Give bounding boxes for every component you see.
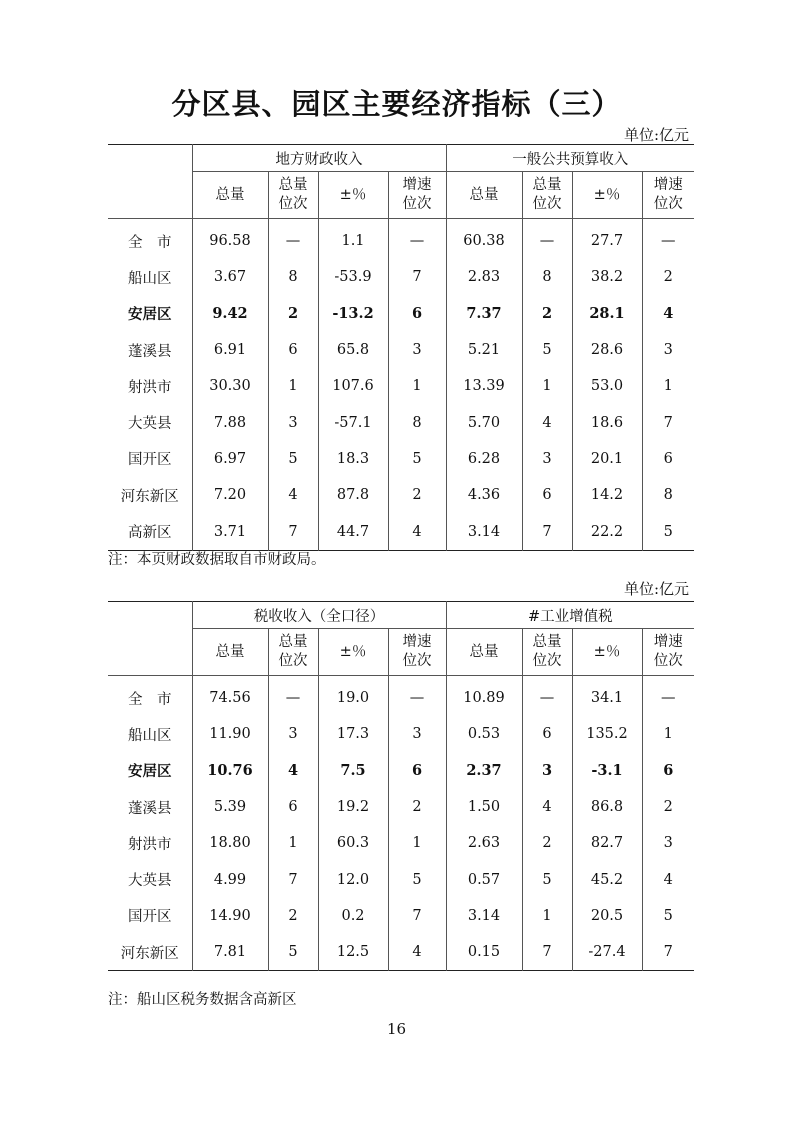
- cell: 2: [268, 296, 318, 332]
- cell: 45.2: [572, 861, 642, 897]
- group-header-general-budget-revenue: 一般公共预算收入: [446, 145, 694, 172]
- cell: 6: [388, 753, 446, 789]
- cell: -3.1: [572, 753, 642, 789]
- cell: 5.21: [446, 332, 522, 368]
- cell: 6.97: [192, 441, 268, 477]
- table-row-highlighted: [108, 753, 694, 789]
- cell: 3: [642, 332, 694, 368]
- cell: 4: [522, 404, 572, 440]
- cell: 14.90: [192, 898, 268, 934]
- cell: 0.53: [446, 716, 522, 752]
- col-header-total-rank: 总量 位次: [522, 629, 572, 676]
- cell: 3: [268, 404, 318, 440]
- cell: 7: [388, 898, 446, 934]
- table-row: [108, 825, 694, 861]
- cell: 4: [642, 296, 694, 332]
- cell: 5: [642, 898, 694, 934]
- cell: 4: [388, 513, 446, 550]
- cell: 14.2: [572, 477, 642, 513]
- cell: 8: [268, 259, 318, 295]
- col-header-pct: ±％: [318, 629, 388, 676]
- row-label: 国开区: [128, 452, 172, 469]
- cell: 5.70: [446, 404, 522, 440]
- table-row: [108, 513, 694, 550]
- col-header-growth-rank: 增速 位次: [642, 172, 694, 219]
- row-label: 国开区: [128, 909, 172, 926]
- row-label: 安居区: [128, 763, 172, 781]
- cell: 3: [522, 441, 572, 477]
- cell: 3: [388, 332, 446, 368]
- cell: 2: [642, 789, 694, 825]
- col-header-growth-rank: 增速 位次: [642, 629, 694, 676]
- row-label: 安居区: [128, 306, 172, 324]
- group-header-industrial-vat: #工业增值税: [446, 602, 694, 629]
- table-row: [108, 332, 694, 368]
- cell: -57.1: [318, 404, 388, 440]
- cell: 6: [522, 477, 572, 513]
- cell: —: [522, 676, 572, 717]
- cell: 5: [522, 861, 572, 897]
- cell: 53.0: [572, 368, 642, 404]
- table-row: [108, 716, 694, 752]
- cell: 1: [388, 368, 446, 404]
- row-label: 河东新区: [120, 945, 179, 962]
- row-label: 全 市: [128, 234, 172, 251]
- cell: 4: [388, 934, 446, 971]
- cell: 1: [642, 368, 694, 404]
- cell: 28.1: [572, 296, 642, 332]
- cell: 3.14: [446, 513, 522, 550]
- cell: 3: [522, 753, 572, 789]
- table-row-highlighted: [108, 296, 694, 332]
- cell: 6: [642, 441, 694, 477]
- cell: 60.38: [446, 219, 522, 260]
- cell: 65.8: [318, 332, 388, 368]
- row-label: 船山区: [128, 727, 172, 744]
- col-header-growth-rank: 增速 位次: [388, 629, 446, 676]
- cell: 44.7: [318, 513, 388, 550]
- cell: 30.30: [192, 368, 268, 404]
- cell: —: [268, 676, 318, 717]
- row-label: 蓬溪县: [128, 800, 172, 817]
- cell: 7.37: [446, 296, 522, 332]
- cell: 2.63: [446, 825, 522, 861]
- col-header-total: 总量: [446, 629, 522, 676]
- cell: 7: [268, 861, 318, 897]
- cell: 4: [642, 861, 694, 897]
- cell: 1: [268, 368, 318, 404]
- cell: 1.1: [318, 219, 388, 260]
- cell: 1: [268, 825, 318, 861]
- table-row: [108, 676, 694, 717]
- stub-header: [108, 145, 192, 172]
- cell: 3.67: [192, 259, 268, 295]
- cell: 107.6: [318, 368, 388, 404]
- cell: 6.91: [192, 332, 268, 368]
- cell: 7: [642, 404, 694, 440]
- cell: 38.2: [572, 259, 642, 295]
- cell: —: [388, 219, 446, 260]
- cell: 6.28: [446, 441, 522, 477]
- stub-subheader: [108, 172, 192, 219]
- cell: 2: [388, 477, 446, 513]
- cell: 11.90: [192, 716, 268, 752]
- cell: 3: [388, 716, 446, 752]
- cell: 8: [388, 404, 446, 440]
- cell: 5: [388, 441, 446, 477]
- cell: 18.80: [192, 825, 268, 861]
- cell: 1: [642, 716, 694, 752]
- cell: 74.56: [192, 676, 268, 717]
- cell: 18.3: [318, 441, 388, 477]
- stub-header: [108, 602, 192, 629]
- cell: 5: [388, 861, 446, 897]
- col-header-growth-rank: 增速 位次: [388, 172, 446, 219]
- cell: 1: [388, 825, 446, 861]
- row-label: 蓬溪县: [128, 343, 172, 360]
- cell: 135.2: [572, 716, 642, 752]
- cell: 1: [522, 368, 572, 404]
- stub-subheader: [108, 629, 192, 676]
- col-header-total-rank: 总量 位次: [268, 629, 318, 676]
- cell: 7: [642, 934, 694, 971]
- table-row: [108, 404, 694, 440]
- cell: 19.2: [318, 789, 388, 825]
- cell: 2: [388, 789, 446, 825]
- col-header-pct: ±％: [572, 172, 642, 219]
- row-label: 大英县: [128, 416, 172, 433]
- table-row: [108, 441, 694, 477]
- cell: 6: [522, 716, 572, 752]
- col-header-pct: ±％: [572, 629, 642, 676]
- cell: 2: [642, 259, 694, 295]
- cell: 4: [268, 477, 318, 513]
- row-label: 船山区: [128, 270, 172, 287]
- cell: 12.0: [318, 861, 388, 897]
- cell: 0.57: [446, 861, 522, 897]
- table-row: [108, 259, 694, 295]
- cell: 5: [268, 441, 318, 477]
- cell: 4: [268, 753, 318, 789]
- cell: -13.2: [318, 296, 388, 332]
- cell: 20.5: [572, 898, 642, 934]
- table2-note: 注：船山区税务数据含高新区: [108, 992, 297, 1008]
- cell: -27.4: [572, 934, 642, 971]
- row-label: 高新区: [128, 525, 172, 542]
- cell: 2: [522, 825, 572, 861]
- table-row: [108, 477, 694, 513]
- page-number: 16: [386, 1020, 407, 1038]
- tax-revenue-table: [108, 601, 694, 971]
- unit-label-table1: 单位:亿元: [623, 126, 689, 144]
- col-header-total: 总量: [192, 172, 268, 219]
- cell: 7.81: [192, 934, 268, 971]
- group-header-tax-revenue: 税收收入（全口径）: [192, 602, 446, 629]
- cell: 7.5: [318, 753, 388, 789]
- cell: 0.15: [446, 934, 522, 971]
- fiscal-revenue-table: [108, 144, 694, 551]
- cell: —: [522, 219, 572, 260]
- cell: 6: [268, 332, 318, 368]
- cell: 7: [522, 513, 572, 550]
- cell: 6: [268, 789, 318, 825]
- col-header-total-rank: 总量 位次: [268, 172, 318, 219]
- row-label: 全 市: [128, 691, 172, 708]
- cell: 5: [642, 513, 694, 550]
- table-row: [108, 861, 694, 897]
- cell: 1: [522, 898, 572, 934]
- cell: 86.8: [572, 789, 642, 825]
- cell: 17.3: [318, 716, 388, 752]
- table-row: [108, 898, 694, 934]
- row-label: 射洪市: [128, 836, 172, 853]
- table-row: [108, 368, 694, 404]
- cell: 2.83: [446, 259, 522, 295]
- cell: 9.42: [192, 296, 268, 332]
- group-header-local-fiscal-revenue: 地方财政收入: [192, 145, 446, 172]
- table-row: [108, 934, 694, 971]
- row-label: 射洪市: [128, 379, 172, 396]
- cell: 4: [522, 789, 572, 825]
- cell: 7: [522, 934, 572, 971]
- cell: 8: [522, 259, 572, 295]
- cell: 82.7: [572, 825, 642, 861]
- cell: —: [642, 676, 694, 717]
- row-label: 河东新区: [120, 488, 179, 505]
- cell: 2: [522, 296, 572, 332]
- cell: 13.39: [446, 368, 522, 404]
- cell: 8: [642, 477, 694, 513]
- page-title: 分区县、园区主要经济指标（三）: [171, 87, 622, 121]
- table-row: [108, 789, 694, 825]
- cell: 2: [268, 898, 318, 934]
- cell: 12.5: [318, 934, 388, 971]
- cell: 2.37: [446, 753, 522, 789]
- col-header-total: 总量: [446, 172, 522, 219]
- cell: 27.7: [572, 219, 642, 260]
- cell: -53.9: [318, 259, 388, 295]
- cell: 6: [642, 753, 694, 789]
- cell: 3: [642, 825, 694, 861]
- cell: —: [268, 219, 318, 260]
- cell: 4.99: [192, 861, 268, 897]
- table1-note: 注：本页财政数据取自市财政局。: [108, 552, 326, 568]
- cell: 5.39: [192, 789, 268, 825]
- row-label: 大英县: [128, 873, 172, 890]
- cell: 20.1: [572, 441, 642, 477]
- col-header-pct: ±％: [318, 172, 388, 219]
- cell: —: [642, 219, 694, 260]
- cell: 4.36: [446, 477, 522, 513]
- cell: 3.14: [446, 898, 522, 934]
- cell: 5: [268, 934, 318, 971]
- cell: 1.50: [446, 789, 522, 825]
- cell: 5: [522, 332, 572, 368]
- cell: 19.0: [318, 676, 388, 717]
- cell: 6: [388, 296, 446, 332]
- cell: —: [388, 676, 446, 717]
- cell: 10.76: [192, 753, 268, 789]
- cell: 3: [268, 716, 318, 752]
- cell: 7.20: [192, 477, 268, 513]
- cell: 28.6: [572, 332, 642, 368]
- col-header-total-rank: 总量 位次: [522, 172, 572, 219]
- cell: 18.6: [572, 404, 642, 440]
- unit-label-table2: 单位:亿元: [623, 580, 689, 598]
- cell: 10.89: [446, 676, 522, 717]
- cell: 3.71: [192, 513, 268, 550]
- cell: 96.58: [192, 219, 268, 260]
- cell: 7.88: [192, 404, 268, 440]
- cell: 34.1: [572, 676, 642, 717]
- table-row: [108, 219, 694, 260]
- cell: 60.3: [318, 825, 388, 861]
- cell: 87.8: [318, 477, 388, 513]
- cell: 7: [388, 259, 446, 295]
- cell: 22.2: [572, 513, 642, 550]
- cell: 7: [268, 513, 318, 550]
- col-header-total: 总量: [192, 629, 268, 676]
- cell: 0.2: [318, 898, 388, 934]
